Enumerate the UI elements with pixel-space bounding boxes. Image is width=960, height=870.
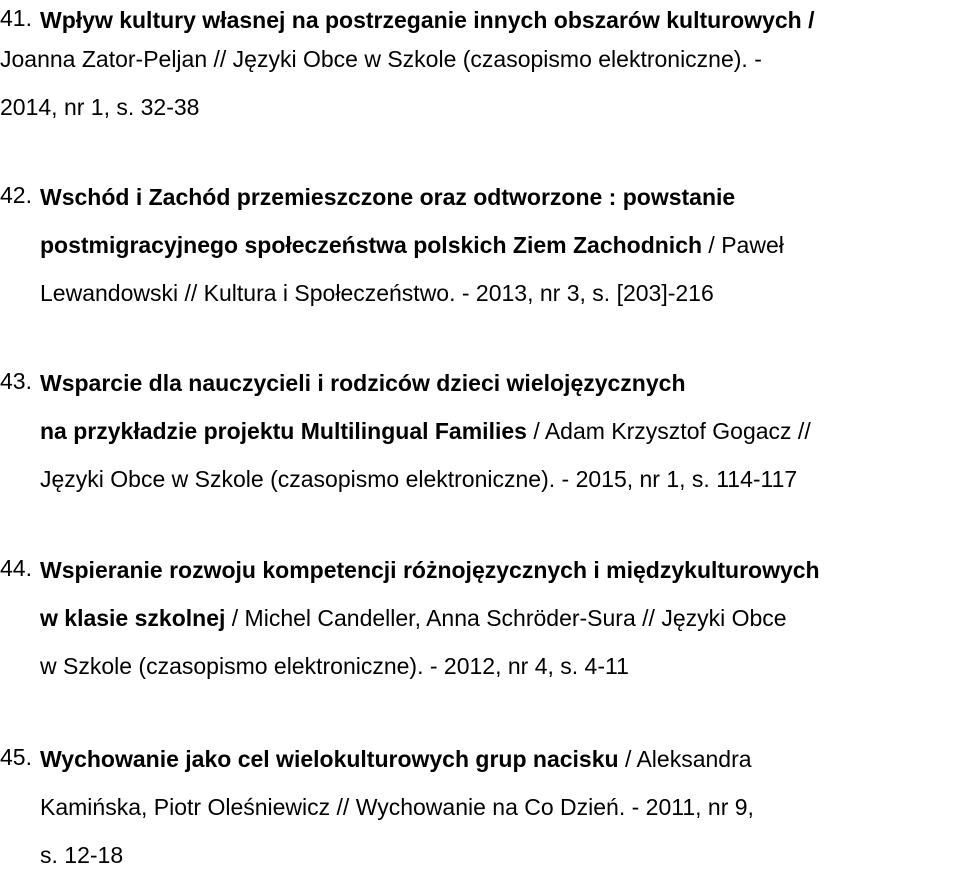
entry-citation: Kamińska, Piotr Oleśniewicz // Wychowanie na Co Dzień. - 2011, nr 9, — [40, 794, 754, 820]
entry-line — [40, 368, 686, 398]
entry-citation: Lewandowski // Kultura i Społeczeństwo. - 2013, nr 3, s. [203]-216 — [40, 280, 714, 306]
entry-author: / Paweł — [702, 232, 784, 258]
entry-line — [40, 744, 752, 774]
entry-line — [40, 603, 787, 633]
entry-number: 41. — [0, 5, 32, 31]
entry-author: / Aleksandra — [618, 746, 752, 772]
entry-title: Wsparcie dla nauczycieli i rodziców dzieci wielojęzycznych — [40, 370, 686, 396]
entry-line — [40, 464, 797, 494]
entry-line — [0, 92, 199, 122]
entry-line — [40, 230, 784, 260]
entry-title: Wpływ kultury własnej na postrzeganie innych obszarów kulturowych / — [40, 7, 815, 33]
entry-citation: Języki Obce w Szkole (czasopismo elektroniczne). - 2015, nr 1, s. 114-117 — [40, 466, 798, 492]
entry-line — [40, 416, 811, 446]
entry-line — [40, 792, 754, 822]
entry-citation: Joanna Zator-Peljan // Języki Obce w Szkole (czasopismo elektroniczne). - — [0, 46, 762, 72]
entry-line — [40, 840, 123, 870]
entry-number: 43. — [0, 368, 32, 394]
entry-citation: s. 12-18 — [40, 842, 124, 868]
entry-title: na przykładzie projektu Multilingual Families — [40, 418, 527, 444]
entry-line — [40, 182, 735, 212]
entry-title: postmigracyjnego społeczeństwa polskich Ziem Zachodnich — [40, 232, 703, 258]
entry-line — [40, 651, 629, 681]
entry-number: 42. — [0, 182, 32, 208]
entry-title: Wychowanie jako cel wielokulturowych grup nacisku — [40, 746, 619, 772]
entry-number: 45. — [0, 744, 32, 770]
entry-line — [40, 555, 820, 585]
entry-citation: w Szkole (czasopismo elektroniczne). - 2012, nr 4, s. 4-11 — [40, 653, 629, 679]
entry-line — [0, 44, 762, 74]
entry-line — [40, 5, 814, 35]
entry-line — [40, 278, 714, 308]
entry-number: 44. — [0, 555, 32, 581]
entry-author: / Michel Candeller, Anna Schröder-Sura // Języki Obce — [225, 605, 787, 631]
entry-title: w klasie szkolnej — [40, 605, 226, 631]
entry-author: / Adam Krzysztof Gogacz // — [526, 418, 811, 444]
entry-citation: 2014, nr 1, s. 32-38 — [0, 94, 200, 120]
entry-title: Wspieranie rozwoju kompetencji różnojęzycznych i międzykulturowych — [40, 557, 820, 583]
entry-title: Wschód i Zachód przemieszczone oraz odtworzone : powstanie — [40, 184, 736, 210]
